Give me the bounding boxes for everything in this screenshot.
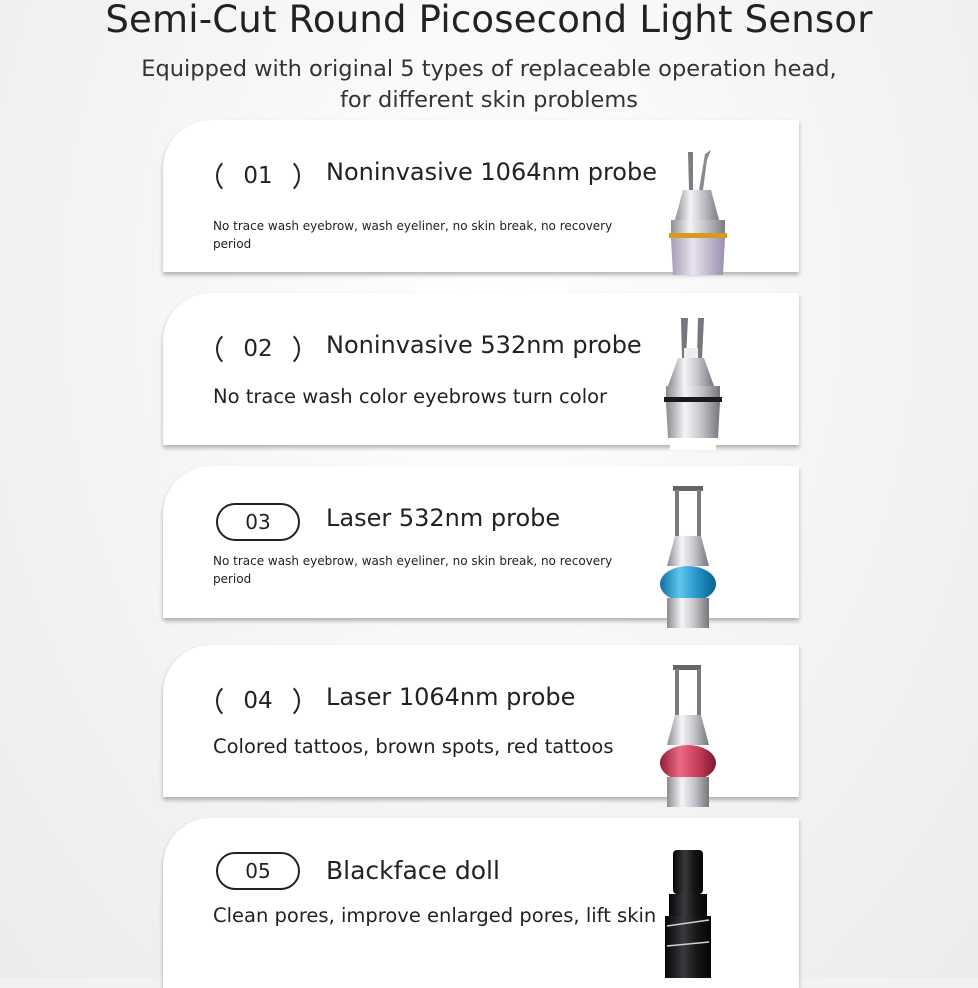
probe-description: No trace wash eyebrow, wash eyeliner, no skin break, no recovery period [213, 219, 613, 251]
probe-name: Blackface doll [326, 856, 500, 885]
probe-description-line-2: period [213, 572, 252, 586]
probe-name: Noninvasive 1064nm probe [326, 158, 657, 186]
probe-name: Laser 1064nm probe [326, 683, 576, 711]
probe-description [213, 552, 613, 588]
probe-head-532-noninvasive-icon [648, 318, 748, 473]
probe-number-badge: 04 [216, 682, 300, 720]
probe-card-01 [163, 120, 799, 272]
probe-description: No trace wash color eyebrows turn color [213, 385, 608, 408]
probe-number-badge: 02 [216, 330, 300, 368]
probe-card-05 [163, 818, 799, 988]
probe-head-1064-laser-icon [645, 663, 745, 818]
probe-number-badge: 03 [216, 503, 300, 541]
probe-card-02 [163, 293, 799, 445]
probe-name: Noninvasive 532nm probe [326, 331, 642, 359]
subtitle-line-1: Equipped with original 5 types of replaceable operation head, [141, 56, 837, 82]
probe-number-badge: 01 [216, 157, 300, 195]
page-subtitle [0, 54, 978, 116]
probe-description-line-1: No trace wash eyebrow, wash eyeliner, no skin break, no recovery [213, 554, 613, 568]
probe-head-532-laser-icon [645, 486, 745, 641]
probe-head-1064-noninvasive-icon [653, 150, 753, 305]
probe-card-03 [163, 466, 799, 618]
probe-description: Colored tattoos, brown spots, red tattoos [213, 735, 614, 758]
probe-number-badge: 05 [216, 852, 300, 890]
page-title: Semi-Cut Round Picosecond Light Sensor [105, 0, 873, 41]
subtitle-line-2: for different skin problems [339, 87, 639, 113]
probe-name: Laser 532nm probe [326, 504, 561, 532]
blackface-doll-head-icon [645, 846, 745, 986]
probe-description: Clean pores, improve enlarged pores, lift skin [213, 904, 657, 927]
probe-card-04 [163, 645, 799, 797]
